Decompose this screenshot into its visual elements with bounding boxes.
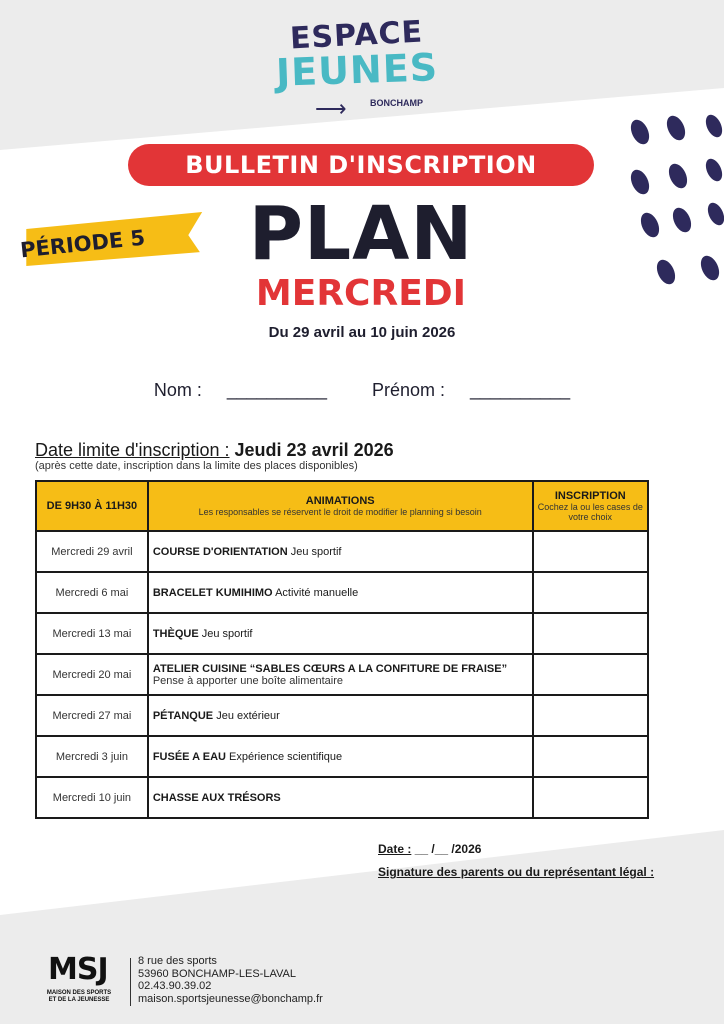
activity-desc: Activité manuelle: [275, 586, 359, 599]
name-fields: [0, 380, 724, 401]
row-activity: [148, 736, 533, 777]
espace-jeunes-logo: [270, 14, 460, 123]
col-inscription-title: INSCRIPTION: [554, 490, 626, 502]
activity-desc: Jeu sportif: [201, 627, 253, 640]
msj-logo: MSJ: [48, 952, 108, 987]
inscription-checkbox[interactable]: [533, 531, 648, 572]
mercredi-title: MERCREDI: [255, 273, 467, 314]
inscription-checkbox[interactable]: [533, 654, 648, 695]
row-date: Mercredi 3 juin: [36, 736, 148, 777]
nom-blank: __________: [226, 380, 327, 400]
row-date: Mercredi 20 mai: [36, 654, 148, 695]
msj-sub1: MAISON DES SPORTS: [46, 990, 112, 996]
activity-title: FUSÉE A EAU: [152, 750, 226, 763]
col-time-label: DE 9H30 À 11H30: [46, 500, 138, 512]
table-header: [36, 481, 648, 531]
activity-title: ATELIER CUISINE “SABLES CŒURS A LA CONFITURE DE FRAISE”: [152, 662, 508, 675]
activity-title: CHASSE AUX TRÉSORS: [152, 791, 281, 804]
activities-table: [35, 480, 649, 819]
row-date: Mercredi 29 avril: [36, 531, 148, 572]
row-activity: [148, 572, 533, 613]
activity-title: THÈQUE: [152, 627, 199, 640]
logo-line2: JEUNES: [275, 45, 439, 95]
col-time: [36, 481, 148, 531]
email-link[interactable]: maison.sportsjeunesse@bonchamp.fr: [138, 992, 323, 1005]
logo-line1: ESPACE: [289, 14, 424, 57]
signature-date[interactable]: [378, 842, 481, 856]
col-animations-title: ANIMATIONS: [305, 495, 375, 507]
prenom-blank: __________: [470, 380, 571, 400]
period-dates: Du 29 avril au 10 juin 2026: [268, 324, 456, 341]
row-date: Mercredi 10 juin: [36, 777, 148, 818]
prenom-field[interactable]: [362, 380, 580, 400]
col-inscription-sub: Cochez la ou les cases de votre choix: [537, 502, 643, 522]
row-date: Mercredi 27 mai: [36, 695, 148, 736]
inscription-checkbox[interactable]: [533, 613, 648, 654]
deadline-value: Jeudi 23 avril 2026: [234, 440, 394, 460]
col-animations: [148, 481, 533, 531]
inscription-checkbox[interactable]: [533, 736, 648, 777]
inscription-checkbox[interactable]: [533, 572, 648, 613]
msj-sub2: ET DE LA JEUNESSE: [48, 997, 110, 1003]
table-row: [36, 654, 648, 695]
footer-address: [138, 955, 323, 1005]
table-row: [36, 695, 648, 736]
row-activity: [148, 531, 533, 572]
row-activity: [148, 654, 533, 695]
msj-logo-sub: [34, 990, 124, 1004]
address-line2: 53960 BONCHAMP-LES-LAVAL: [138, 967, 296, 980]
prenom-label: Prénom :: [372, 380, 446, 400]
table-row: [36, 572, 648, 613]
nom-label: Nom :: [153, 380, 202, 400]
periode-label: PÉRIODE 5: [19, 225, 147, 263]
activity-title: COURSE D'ORIENTATION: [152, 545, 288, 558]
bulletin-banner: BULLETIN D'INSCRIPTION: [128, 144, 594, 186]
activity-title: BRACELET KUMIHIMO: [152, 586, 273, 599]
activity-title: PÉTANQUE: [152, 709, 214, 722]
signature-label: Signature des parents ou du représentant légal :: [378, 865, 655, 879]
activity-desc: Jeu extérieur: [216, 709, 280, 722]
deadline: [35, 440, 394, 461]
arrow-icon: ⟶: [315, 96, 345, 121]
table-row: [36, 613, 648, 654]
nom-field[interactable]: [144, 380, 337, 400]
address-line1: 8 rue des sports: [138, 955, 217, 967]
table-row: [36, 777, 648, 818]
activity-desc: Expérience scientifique: [229, 750, 343, 763]
date-value: __ /__ /2026: [414, 842, 482, 856]
row-activity: [148, 613, 533, 654]
col-animations-sub: Les responsables se réservent le droit de modifier le planning si besoin: [198, 507, 482, 517]
date-label: Date :: [378, 842, 412, 856]
row-date: Mercredi 6 mai: [36, 572, 148, 613]
inscription-checkbox[interactable]: [533, 777, 648, 818]
activity-desc: Jeu sportif: [290, 545, 342, 558]
phone: 02.43.90.39.02: [138, 980, 212, 992]
decorative-dots: [620, 110, 724, 300]
inscription-checkbox[interactable]: [533, 695, 648, 736]
footer-divider: [130, 958, 131, 1006]
plan-title: PLAN: [248, 191, 474, 277]
table-row: [36, 531, 648, 572]
deadline-note: (après cette date, inscription dans la limite des places disponibles): [35, 460, 358, 472]
activity-note: Pense à apporter une boîte alimentaire: [152, 674, 344, 687]
row-date: Mercredi 13 mai: [36, 613, 148, 654]
row-activity: [148, 777, 533, 818]
col-inscription: [533, 481, 648, 531]
row-activity: [148, 695, 533, 736]
table-row: [36, 736, 648, 777]
logo-sub: BONCHAMP: [370, 98, 423, 108]
deadline-label: Date limite d'inscription :: [35, 440, 230, 460]
